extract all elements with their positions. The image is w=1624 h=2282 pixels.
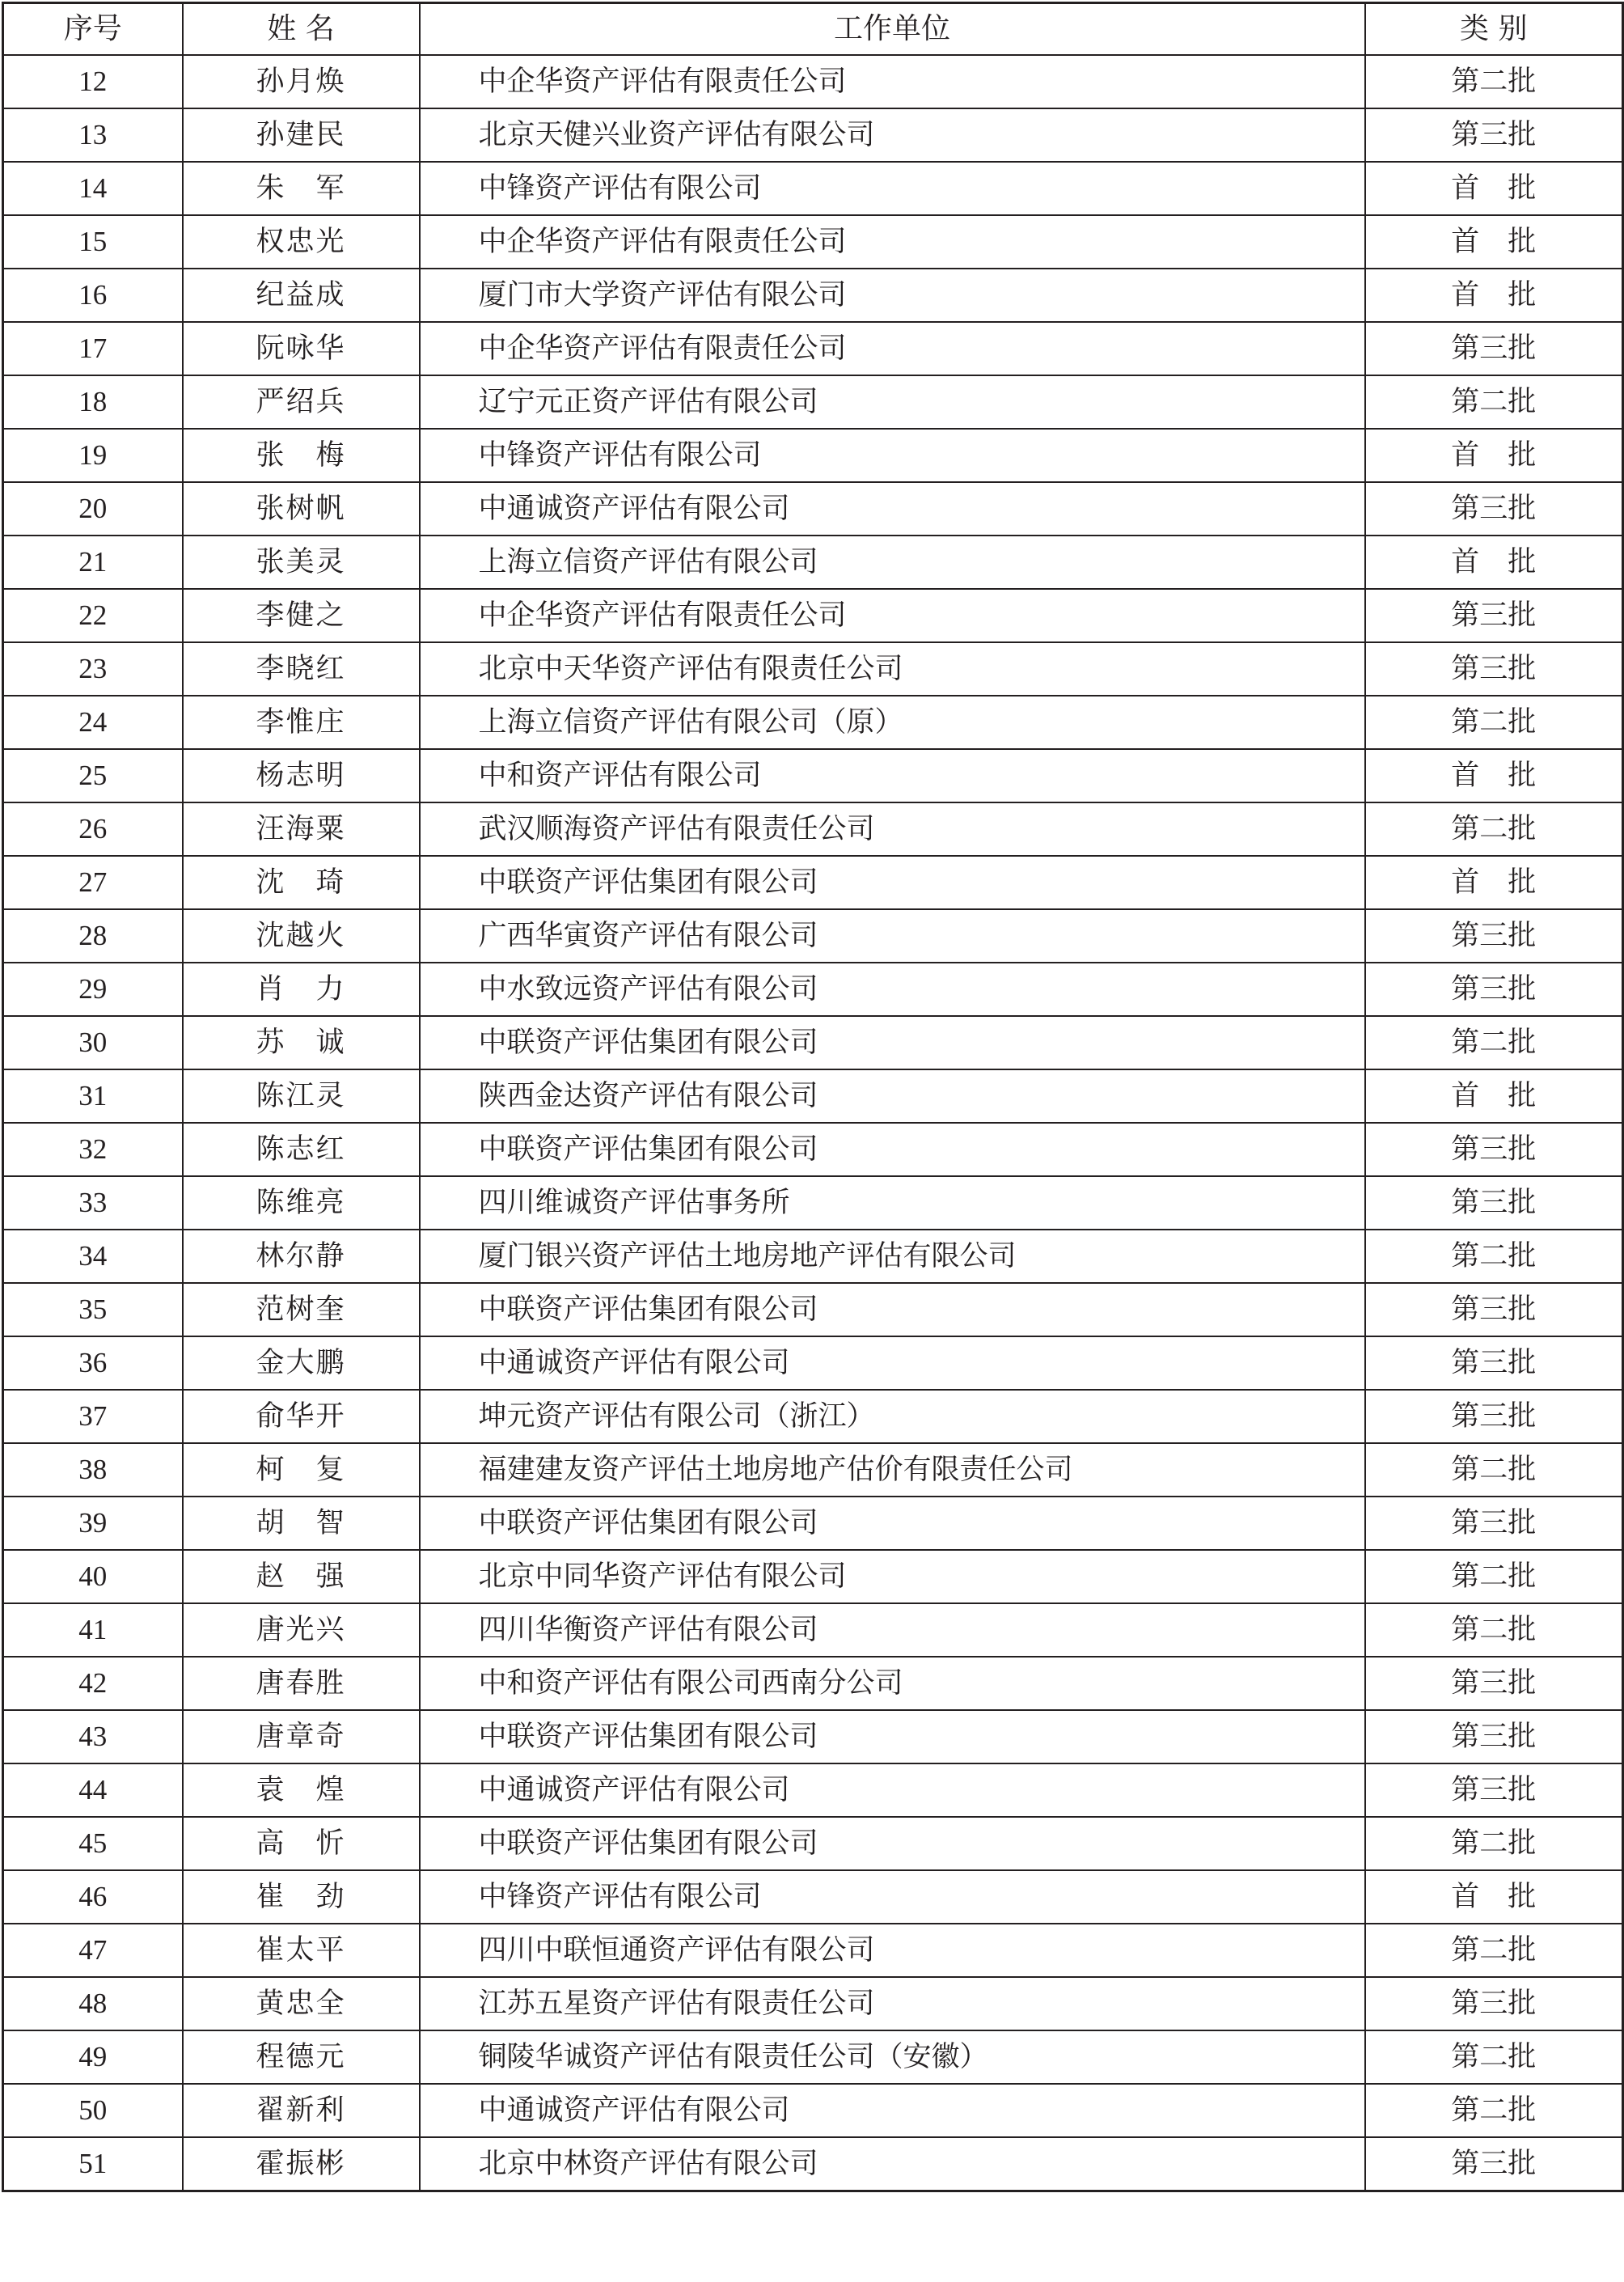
table-row xyxy=(3,1123,1623,1176)
work-unit-cell: 中企华资产评估有限责任公司 xyxy=(420,322,1365,375)
name-cell: 程德元 xyxy=(183,2030,420,2084)
serial-number-cell: 13 xyxy=(3,108,183,162)
table-row xyxy=(3,2030,1623,2084)
serial-number-cell: 51 xyxy=(3,2137,183,2191)
name-cell: 张 梅 xyxy=(183,429,420,482)
category-cell: 第二批 xyxy=(1365,55,1623,108)
category-cell: 第二批 xyxy=(1365,1924,1623,1977)
serial-number-cell: 23 xyxy=(3,642,183,696)
serial-number-cell: 48 xyxy=(3,1977,183,2030)
category-cell: 首 批 xyxy=(1365,856,1623,909)
work-unit-cell: 北京中同华资产评估有限公司 xyxy=(420,1550,1365,1603)
table-row xyxy=(3,696,1623,749)
serial-number-cell: 44 xyxy=(3,1763,183,1817)
table-row xyxy=(3,1924,1623,1977)
work-unit-cell: 北京中天华资产评估有限责任公司 xyxy=(420,642,1365,696)
table-row xyxy=(3,1657,1623,1710)
serial-number-cell: 18 xyxy=(3,375,183,429)
table-row xyxy=(3,215,1623,269)
category-cell: 首 批 xyxy=(1365,536,1623,589)
name-cell: 高 忻 xyxy=(183,1817,420,1870)
serial-number-cell: 38 xyxy=(3,1443,183,1497)
category-cell: 第二批 xyxy=(1365,1817,1623,1870)
work-unit-cell: 中企华资产评估有限责任公司 xyxy=(420,215,1365,269)
category-cell: 第二批 xyxy=(1365,1443,1623,1497)
table-row xyxy=(3,269,1623,322)
name-cell: 严绍兵 xyxy=(183,375,420,429)
work-unit-cell: 广西华寅资产评估有限公司 xyxy=(420,909,1365,963)
category-cell: 第二批 xyxy=(1365,1016,1623,1069)
serial-number-cell: 36 xyxy=(3,1336,183,1390)
table-row xyxy=(3,1336,1623,1390)
work-unit-cell: 四川中联恒通资产评估有限公司 xyxy=(420,1924,1365,1977)
name-cell: 张树帆 xyxy=(183,482,420,536)
name-cell: 李晓红 xyxy=(183,642,420,696)
table-row xyxy=(3,1763,1623,1817)
name-cell: 范树奎 xyxy=(183,1283,420,1336)
table-row xyxy=(3,429,1623,482)
header-name: 姓 名 xyxy=(183,3,420,56)
name-cell: 陈维亮 xyxy=(183,1176,420,1230)
name-cell: 李健之 xyxy=(183,589,420,642)
header-row xyxy=(3,3,1623,56)
category-cell: 首 批 xyxy=(1365,162,1623,215)
category-cell: 第三批 xyxy=(1365,1497,1623,1550)
category-cell: 第三批 xyxy=(1365,2137,1623,2191)
serial-number-cell: 28 xyxy=(3,909,183,963)
work-unit-cell: 中和资产评估有限公司 xyxy=(420,749,1365,802)
name-cell: 翟新利 xyxy=(183,2084,420,2137)
work-unit-cell: 中联资产评估集团有限公司 xyxy=(420,1123,1365,1176)
work-unit-cell: 中联资产评估集团有限公司 xyxy=(420,1497,1365,1550)
serial-number-cell: 12 xyxy=(3,55,183,108)
work-unit-cell: 中联资产评估集团有限公司 xyxy=(420,1283,1365,1336)
table-row xyxy=(3,1390,1623,1443)
serial-number-cell: 30 xyxy=(3,1016,183,1069)
category-cell: 第二批 xyxy=(1365,1550,1623,1603)
work-unit-cell: 陕西金达资产评估有限公司 xyxy=(420,1069,1365,1123)
table-row xyxy=(3,1710,1623,1763)
work-unit-cell: 厦门市大学资产评估有限公司 xyxy=(420,269,1365,322)
serial-number-cell: 22 xyxy=(3,589,183,642)
serial-number-cell: 27 xyxy=(3,856,183,909)
name-cell: 黄忠全 xyxy=(183,1977,420,2030)
serial-number-cell: 50 xyxy=(3,2084,183,2137)
category-cell: 首 批 xyxy=(1365,269,1623,322)
category-cell: 第三批 xyxy=(1365,108,1623,162)
serial-number-cell: 35 xyxy=(3,1283,183,1336)
table-row xyxy=(3,375,1623,429)
header-category: 类 别 xyxy=(1365,3,1623,56)
work-unit-cell: 坤元资产评估有限公司（浙江） xyxy=(420,1390,1365,1443)
category-cell: 第三批 xyxy=(1365,1977,1623,2030)
table-row xyxy=(3,1069,1623,1123)
table-row xyxy=(3,1497,1623,1550)
serial-number-cell: 25 xyxy=(3,749,183,802)
work-unit-cell: 四川维诚资产评估事务所 xyxy=(420,1176,1365,1230)
work-unit-cell: 上海立信资产评估有限公司 xyxy=(420,536,1365,589)
name-cell: 李惟庄 xyxy=(183,696,420,749)
table-row xyxy=(3,1817,1623,1870)
name-cell: 肖 力 xyxy=(183,963,420,1016)
name-cell: 孙月焕 xyxy=(183,55,420,108)
serial-number-cell: 31 xyxy=(3,1069,183,1123)
table-row xyxy=(3,1977,1623,2030)
work-unit-cell: 北京中林资产评估有限公司 xyxy=(420,2137,1365,2191)
work-unit-cell: 中通诚资产评估有限公司 xyxy=(420,1763,1365,1817)
header-work-unit: 工作单位 xyxy=(420,3,1365,56)
name-cell: 赵 强 xyxy=(183,1550,420,1603)
work-unit-cell: 中企华资产评估有限责任公司 xyxy=(420,589,1365,642)
work-unit-cell: 中联资产评估集团有限公司 xyxy=(420,1016,1365,1069)
table-row xyxy=(3,162,1623,215)
category-cell: 第三批 xyxy=(1365,1657,1623,1710)
name-cell: 纪益成 xyxy=(183,269,420,322)
work-unit-cell: 武汉顺海资产评估有限责任公司 xyxy=(420,802,1365,856)
work-unit-cell: 四川华衡资产评估有限公司 xyxy=(420,1603,1365,1657)
name-cell: 朱 军 xyxy=(183,162,420,215)
table-row xyxy=(3,1283,1623,1336)
name-cell: 陈江灵 xyxy=(183,1069,420,1123)
name-cell: 俞华开 xyxy=(183,1390,420,1443)
serial-number-cell: 21 xyxy=(3,536,183,589)
name-cell: 袁 煌 xyxy=(183,1763,420,1817)
category-cell: 第三批 xyxy=(1365,1283,1623,1336)
serial-number-cell: 42 xyxy=(3,1657,183,1710)
table-body xyxy=(3,55,1623,2191)
work-unit-cell: 中锋资产评估有限公司 xyxy=(420,162,1365,215)
name-cell: 柯 复 xyxy=(183,1443,420,1497)
category-cell: 第二批 xyxy=(1365,802,1623,856)
name-cell: 孙建民 xyxy=(183,108,420,162)
category-cell: 第二批 xyxy=(1365,375,1623,429)
category-cell: 第三批 xyxy=(1365,482,1623,536)
serial-number-cell: 17 xyxy=(3,322,183,375)
table-row xyxy=(3,1230,1623,1283)
name-cell: 陈志红 xyxy=(183,1123,420,1176)
appraiser-table xyxy=(2,2,1624,2192)
name-cell: 沈越火 xyxy=(183,909,420,963)
category-cell: 第三批 xyxy=(1365,1176,1623,1230)
category-cell: 第三批 xyxy=(1365,1123,1623,1176)
work-unit-cell: 福建建友资产评估土地房地产估价有限责任公司 xyxy=(420,1443,1365,1497)
work-unit-cell: 铜陵华诚资产评估有限责任公司（安徽） xyxy=(420,2030,1365,2084)
serial-number-cell: 41 xyxy=(3,1603,183,1657)
table-row xyxy=(3,642,1623,696)
serial-number-cell: 24 xyxy=(3,696,183,749)
serial-number-cell: 37 xyxy=(3,1390,183,1443)
serial-number-cell: 39 xyxy=(3,1497,183,1550)
category-cell: 第三批 xyxy=(1365,1763,1623,1817)
name-cell: 崔太平 xyxy=(183,1924,420,1977)
serial-number-cell: 19 xyxy=(3,429,183,482)
work-unit-cell: 上海立信资产评估有限公司（原） xyxy=(420,696,1365,749)
category-cell: 第三批 xyxy=(1365,1710,1623,1763)
table-row xyxy=(3,536,1623,589)
table-header xyxy=(3,3,1623,56)
work-unit-cell: 北京天健兴业资产评估有限公司 xyxy=(420,108,1365,162)
serial-number-cell: 45 xyxy=(3,1817,183,1870)
header-serial-number: 序号 xyxy=(3,3,183,56)
name-cell: 汪海粟 xyxy=(183,802,420,856)
category-cell: 第三批 xyxy=(1365,322,1623,375)
serial-number-cell: 20 xyxy=(3,482,183,536)
serial-number-cell: 29 xyxy=(3,963,183,1016)
category-cell: 首 批 xyxy=(1365,749,1623,802)
work-unit-cell: 厦门银兴资产评估土地房地产评估有限公司 xyxy=(420,1230,1365,1283)
work-unit-cell: 辽宁元正资产评估有限公司 xyxy=(420,375,1365,429)
table-row xyxy=(3,589,1623,642)
serial-number-cell: 32 xyxy=(3,1123,183,1176)
name-cell: 唐光兴 xyxy=(183,1603,420,1657)
work-unit-cell: 中锋资产评估有限公司 xyxy=(420,429,1365,482)
name-cell: 胡 智 xyxy=(183,1497,420,1550)
name-cell: 沈 琦 xyxy=(183,856,420,909)
category-cell: 第二批 xyxy=(1365,1230,1623,1283)
name-cell: 苏 诚 xyxy=(183,1016,420,1069)
work-unit-cell: 中通诚资产评估有限公司 xyxy=(420,482,1365,536)
work-unit-cell: 中企华资产评估有限责任公司 xyxy=(420,55,1365,108)
serial-number-cell: 47 xyxy=(3,1924,183,1977)
category-cell: 第三批 xyxy=(1365,1390,1623,1443)
category-cell: 第三批 xyxy=(1365,909,1623,963)
table-row xyxy=(3,55,1623,108)
table-row xyxy=(3,1870,1623,1924)
category-cell: 第三批 xyxy=(1365,589,1623,642)
category-cell: 第二批 xyxy=(1365,2030,1623,2084)
serial-number-cell: 46 xyxy=(3,1870,183,1924)
work-unit-cell: 中通诚资产评估有限公司 xyxy=(420,2084,1365,2137)
name-cell: 权忠光 xyxy=(183,215,420,269)
work-unit-cell: 中联资产评估集团有限公司 xyxy=(420,1710,1365,1763)
category-cell: 首 批 xyxy=(1365,1069,1623,1123)
serial-number-cell: 16 xyxy=(3,269,183,322)
table-row xyxy=(3,322,1623,375)
category-cell: 第二批 xyxy=(1365,2084,1623,2137)
name-cell: 崔 劲 xyxy=(183,1870,420,1924)
name-cell: 阮咏华 xyxy=(183,322,420,375)
table-row xyxy=(3,749,1623,802)
category-cell: 第二批 xyxy=(1365,1603,1623,1657)
table-row xyxy=(3,1443,1623,1497)
work-unit-cell: 中通诚资产评估有限公司 xyxy=(420,1336,1365,1390)
category-cell: 第二批 xyxy=(1365,696,1623,749)
category-cell: 首 批 xyxy=(1365,215,1623,269)
serial-number-cell: 49 xyxy=(3,2030,183,2084)
serial-number-cell: 34 xyxy=(3,1230,183,1283)
table-row xyxy=(3,1603,1623,1657)
serial-number-cell: 43 xyxy=(3,1710,183,1763)
name-cell: 霍振彬 xyxy=(183,2137,420,2191)
name-cell: 金大鹏 xyxy=(183,1336,420,1390)
category-cell: 第三批 xyxy=(1365,963,1623,1016)
table-row xyxy=(3,856,1623,909)
serial-number-cell: 26 xyxy=(3,802,183,856)
work-unit-cell: 江苏五星资产评估有限责任公司 xyxy=(420,1977,1365,2030)
table-row xyxy=(3,909,1623,963)
name-cell: 张美灵 xyxy=(183,536,420,589)
work-unit-cell: 中联资产评估集团有限公司 xyxy=(420,1817,1365,1870)
table-row xyxy=(3,108,1623,162)
table-row xyxy=(3,963,1623,1016)
category-cell: 首 批 xyxy=(1365,1870,1623,1924)
serial-number-cell: 33 xyxy=(3,1176,183,1230)
table-row xyxy=(3,2137,1623,2191)
category-cell: 首 批 xyxy=(1365,429,1623,482)
table-row xyxy=(3,802,1623,856)
table-row xyxy=(3,1016,1623,1069)
work-unit-cell: 中锋资产评估有限公司 xyxy=(420,1870,1365,1924)
category-cell: 第三批 xyxy=(1365,1336,1623,1390)
table-row xyxy=(3,1176,1623,1230)
serial-number-cell: 14 xyxy=(3,162,183,215)
name-cell: 唐春胜 xyxy=(183,1657,420,1710)
serial-number-cell: 15 xyxy=(3,215,183,269)
name-cell: 林尔静 xyxy=(183,1230,420,1283)
work-unit-cell: 中水致远资产评估有限公司 xyxy=(420,963,1365,1016)
work-unit-cell: 中联资产评估集团有限公司 xyxy=(420,856,1365,909)
name-cell: 杨志明 xyxy=(183,749,420,802)
name-cell: 唐章奇 xyxy=(183,1710,420,1763)
table-row xyxy=(3,482,1623,536)
serial-number-cell: 40 xyxy=(3,1550,183,1603)
work-unit-cell: 中和资产评估有限公司西南分公司 xyxy=(420,1657,1365,1710)
category-cell: 第三批 xyxy=(1365,642,1623,696)
table-row xyxy=(3,1550,1623,1603)
table-row xyxy=(3,2084,1623,2137)
